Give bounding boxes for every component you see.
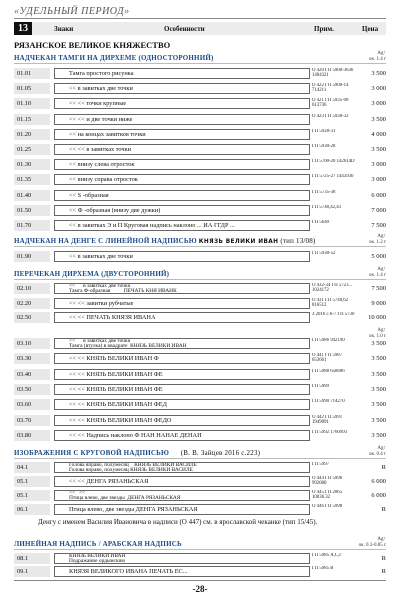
coin-description: << S -образная bbox=[54, 190, 310, 201]
col-price: Цена bbox=[362, 25, 379, 33]
catalog-code: 02.50 bbox=[14, 312, 50, 323]
catalog-row bbox=[14, 251, 386, 262]
catalog-row bbox=[14, 566, 386, 577]
catalog-row bbox=[14, 144, 386, 155]
price: 10 000 bbox=[368, 314, 386, 321]
coin-description: КНЯЗЬ ВЕЛИКИ ИВАН Подражание ордынским bbox=[54, 553, 310, 564]
price: 7 500 bbox=[371, 285, 386, 292]
catalog-code: 01.05 bbox=[14, 83, 50, 94]
catalog-code: 02.10 bbox=[14, 283, 50, 294]
catalog-row bbox=[14, 399, 386, 410]
catalog-code: 01.01 bbox=[14, 68, 50, 79]
coin-description: << внизу слева отросток bbox=[54, 159, 310, 170]
reference-note: О 420 ГП 5900-3636 1404321 bbox=[312, 68, 354, 78]
reference-note: ГП 5992 1760993 bbox=[312, 429, 348, 435]
price: 7 500 bbox=[371, 222, 386, 229]
coin-description: Птица влево, две звезды ДЕНГА РЯЗАНЬСКАЯ bbox=[54, 504, 310, 515]
catalog-code: 03.40 bbox=[14, 369, 50, 380]
coin-description: Голова вправо, полумесяц КНЯЗЬ ВЕЛИКИ ВАСИЛЕ Голова вправо, полумесяц КНЯЗЬ ВЕЛИКИ ВАСИЛЕ bbox=[54, 462, 310, 473]
catalog-row bbox=[14, 462, 386, 473]
reference-note: О 445 ГП 2065 10836.32 bbox=[312, 490, 343, 500]
catalog-code: 03.70 bbox=[14, 415, 50, 426]
price: R bbox=[381, 464, 386, 471]
catalog-code: 09.1 bbox=[14, 566, 50, 577]
section-4-metal: Ag↑ ок. 0.4 г bbox=[369, 446, 386, 457]
catalog-code: 03.60 bbox=[14, 399, 50, 410]
coin-description: << << КНЯЗЬ ВЕЛИКИ ИВАН ФЕ bbox=[54, 369, 310, 380]
col-features: Особенности bbox=[164, 25, 205, 33]
coin-description: << << и две точки ниже bbox=[54, 114, 310, 125]
reference-note: О 446 ГП 5998 bbox=[312, 504, 343, 509]
catalog-row bbox=[14, 129, 386, 140]
catalog-row bbox=[14, 159, 386, 170]
catalog-row bbox=[14, 283, 386, 294]
catalog-row bbox=[14, 430, 386, 441]
page-number: -28- bbox=[192, 584, 208, 594]
reference-note: О 422 ГП 5900-14 714211 bbox=[312, 83, 349, 94]
section-3-rule bbox=[14, 279, 386, 280]
catalog-code: 01.25 bbox=[14, 144, 50, 155]
price: 4 000 bbox=[371, 130, 386, 138]
reference-note: О 432-34 ГП 5723... 1024172 bbox=[312, 283, 353, 293]
catalog-row bbox=[14, 353, 386, 364]
reference-note: ГП 5930-28 bbox=[312, 144, 336, 149]
reference-note: ГП 5735-38 bbox=[312, 189, 336, 195]
coin-description: << << в завитках точки bbox=[54, 144, 310, 155]
coin-description: << << КНЯЗЬ ВЕЛИКИ ИВАН ФЕД bbox=[54, 399, 310, 410]
coin-description: << << КНЯЗЬ ВЕЛИКИ ИВАН ФЕДО bbox=[54, 415, 310, 426]
catalog-code: 04.1 bbox=[14, 462, 50, 473]
section-title-3: ПЕРЕЧЕКАН ДИРХЕМА (ДВУСТОРОННИЙ) bbox=[14, 270, 170, 278]
coin-description: << << Надпись наклоно Ф НАН НАНАЕ ДЕНАН bbox=[54, 430, 310, 441]
catalog-code: 05.1 bbox=[14, 476, 50, 487]
price: 3 000 bbox=[371, 176, 386, 184]
catalog-row bbox=[14, 83, 386, 94]
price: R bbox=[381, 555, 386, 562]
reference-note: О 423 ГП 5930-32 bbox=[312, 113, 349, 119]
reference-note: ГП 5930-52 bbox=[312, 251, 336, 256]
coin-description: << в завитках две точки bbox=[54, 83, 310, 94]
coin-description: Тамга простого рисунка bbox=[54, 68, 310, 79]
section-1-rule bbox=[14, 63, 386, 64]
section-5-rule bbox=[14, 549, 386, 550]
section-2-rule bbox=[14, 246, 386, 247]
section-number: 13 bbox=[14, 22, 32, 35]
price: 3 500 bbox=[371, 401, 386, 409]
catalog-code: 03.10 bbox=[14, 338, 50, 349]
coin-description: << в завитках две точки Тамга Ф-образная ПЕЧАТЬ КНЯ ИВАНК bbox=[54, 283, 310, 294]
reference-note: ГП 5985 В bbox=[312, 565, 334, 571]
catalog-row bbox=[14, 114, 386, 125]
catalog-code: 05.1 bbox=[14, 490, 50, 501]
price: 3 500 bbox=[371, 70, 386, 77]
section-4-rule bbox=[14, 458, 386, 459]
col-prim: Прим. bbox=[314, 25, 334, 33]
running-head: «УДЕЛЬНЫЙ ПЕРИОД» bbox=[14, 6, 130, 17]
catalog-code: 03.80 bbox=[14, 430, 50, 441]
coin-description: << << ПЕЧАТЬ КНЯЗЯ ИВАНА bbox=[54, 312, 310, 323]
reference-note: О 442 ГП 5991 1949091 bbox=[312, 414, 343, 425]
catalog-row bbox=[14, 174, 386, 185]
catalog-row bbox=[14, 190, 386, 201]
section-title-2: НАДЧЕКАН НА ДЕНГЕ С ЛИНЕЙНОЙ НАДПИСЬЮ КНЯЗЬ ВЕЛИКИ ИВАН (тип 13/08) bbox=[14, 237, 316, 245]
reference-note: О 421 ГП 5935-98 613736 bbox=[312, 98, 349, 109]
catalog-code: 01.70 bbox=[14, 220, 50, 231]
price: 3 500 bbox=[371, 355, 386, 363]
coin-description: << << ДЕНГА РЯЗАНЬСКАЯ bbox=[54, 476, 310, 487]
price: 9 000 bbox=[371, 299, 386, 307]
header-rule bbox=[14, 18, 386, 19]
reference-note: ГП 5997 bbox=[312, 462, 330, 467]
catalog-code: 01.20 bbox=[14, 129, 50, 140]
price: 6 000 bbox=[371, 478, 386, 485]
catalog-row bbox=[14, 298, 386, 309]
reference-note: ГП 5988 658686 bbox=[312, 368, 345, 374]
catalog-code: 01.35 bbox=[14, 174, 50, 185]
catalog-row bbox=[14, 68, 386, 79]
reference-note: ГП 5640 bbox=[312, 220, 330, 225]
coin-description: << << точки крупные bbox=[54, 98, 310, 109]
price: 6 000 bbox=[371, 492, 386, 499]
catalog-row bbox=[14, 205, 386, 216]
price: 3 000 bbox=[371, 85, 386, 93]
catalog-code: 01.10 bbox=[14, 98, 50, 109]
price: 3 500 bbox=[371, 146, 386, 153]
catalog-code: 02.20 bbox=[14, 298, 50, 309]
reference-note: ГП 5986 942190 bbox=[312, 338, 345, 343]
price: R bbox=[381, 506, 386, 513]
coin-description: << << КНЯЗЬ ВЕЛИКИ ИВАН Ф bbox=[54, 353, 310, 364]
catalog-row bbox=[14, 220, 386, 231]
coin-description: << Ф -образная (внизу две дужки) bbox=[54, 205, 310, 216]
price: 7 000 bbox=[371, 206, 386, 214]
catalog-row bbox=[14, 384, 386, 395]
price: 5 000 bbox=[371, 253, 386, 260]
cross-reference-note: Денгу с именем Василия Ивановича в надписи (О 447) см. в ярославской чеканке (тип 15/45). bbox=[38, 518, 318, 526]
catalog-code: 01.50 bbox=[14, 205, 50, 216]
reference-note: О 441 ГП 5987 653661 bbox=[312, 353, 343, 364]
catalog-row bbox=[14, 476, 386, 487]
section-5-metal: Ag↑ ок. 0.3-0.85 г bbox=[358, 537, 386, 548]
footer-rule bbox=[14, 580, 386, 581]
coin-description: << в завитках две точки Тамга (втулка) в квадрате КНЯЗЬ ВЕЛИКИ ИВАН bbox=[54, 338, 310, 349]
coin-description: << в завитках две точки bbox=[54, 251, 310, 262]
col-signs: Знаки bbox=[54, 25, 74, 33]
catalog-code: 01.30 bbox=[14, 159, 50, 170]
price: 6 000 bbox=[371, 191, 386, 199]
catalog-code: 01.90 bbox=[14, 251, 50, 262]
catalog-row bbox=[14, 504, 386, 515]
price: 3 500 bbox=[371, 431, 386, 439]
price: 3 500 bbox=[371, 385, 386, 393]
price: 3 500 bbox=[371, 370, 386, 378]
reference-note: ГП 5989 bbox=[312, 383, 330, 389]
section-3b-metal: Ag↑ ок. 1.0 г bbox=[369, 328, 386, 339]
reference-note: ГП 5990 714270 bbox=[312, 399, 345, 405]
catalog-row bbox=[14, 312, 386, 323]
coin-description: КНЯЗЯ ВЕЛИКОГО ИВАНА ПЕЧАТЬ ЕС... bbox=[54, 566, 310, 577]
reference-note: З 2016 с.6-7 ГП 5730 bbox=[312, 312, 355, 317]
section-1-metal: Ag↑ ок. 1.4 г bbox=[369, 51, 386, 62]
catalog-code: 01.40 bbox=[14, 190, 50, 201]
section-title-1: НАДЧЕКАН ТАМГИ НА ДИРХЕМЕ (ОДНОСТОРОННИЙ) bbox=[14, 54, 214, 62]
price: 3 500 bbox=[371, 340, 386, 347]
reference-note: ГП 5928-31 bbox=[312, 128, 336, 134]
catalog-row bbox=[14, 369, 386, 380]
coin-description: << << Птица влево, две звезды ДЕНГА РЯЗАНЬСКАЯ bbox=[54, 490, 310, 501]
catalog-row bbox=[14, 490, 386, 501]
section-title-4: ИЗОБРАЖЕНИЯ С КРУГОВОЙ НАДПИСЬЮ (В. В. Зайцев 2016 с.223) bbox=[14, 449, 261, 457]
reference-note: ГП 5725-27 1443936 bbox=[312, 174, 354, 180]
catalog-row bbox=[14, 98, 386, 109]
column-header bbox=[14, 22, 386, 35]
catalog-row bbox=[14, 415, 386, 426]
section-2-metal: Ag↑ ок. 1.2 г bbox=[369, 234, 386, 245]
reference-note: О 431 ГП 5740,62 816512 bbox=[312, 297, 349, 308]
price: R bbox=[381, 567, 386, 575]
reference-note: ГП 5748,42,43 bbox=[312, 204, 342, 210]
reference-note: ГП 5700-20 142614D bbox=[312, 159, 355, 165]
reference-note: О 444 ГП 5996 992000 bbox=[312, 476, 343, 486]
coin-description: << на концах завитков точки bbox=[54, 129, 310, 140]
price: 3 000 bbox=[371, 100, 386, 108]
price: 3 000 bbox=[371, 161, 386, 169]
reference-note: ГП 5985 А,С,Г bbox=[312, 553, 343, 558]
coin-description: << << завитки рубчатые bbox=[54, 298, 310, 309]
coin-description: << в завитках Э и П Круговая надпись наклоно ... ИА ГГДР ... bbox=[54, 220, 310, 231]
catalog-code: 03.50 bbox=[14, 384, 50, 395]
catalog-code: 01.15 bbox=[14, 114, 50, 125]
main-title: РЯЗАНСКОЕ ВЕЛИКОЕ КНЯЖЕСТВО bbox=[14, 40, 171, 50]
coin-description: << внизу справа отросток bbox=[54, 174, 310, 185]
catalog-code: 08.1 bbox=[14, 553, 50, 564]
catalog-row bbox=[14, 553, 386, 564]
price: 3 500 bbox=[371, 416, 386, 424]
section-title-5: ЛИНЕЙНАЯ НАДПИСЬ / АРАБСКАЯ НАДПИСЬ bbox=[14, 540, 182, 548]
section-3-metal: Ag↑ ок. 1.4 г bbox=[369, 267, 386, 278]
catalog-row bbox=[14, 338, 386, 349]
catalog-code: 06.1 bbox=[14, 504, 50, 515]
price: 3 500 bbox=[371, 115, 386, 123]
catalog-code: 03.30 bbox=[14, 353, 50, 364]
coin-description: << << КНЯЗЬ ВЕЛИКИ ИВАН ФЕ bbox=[54, 384, 310, 395]
